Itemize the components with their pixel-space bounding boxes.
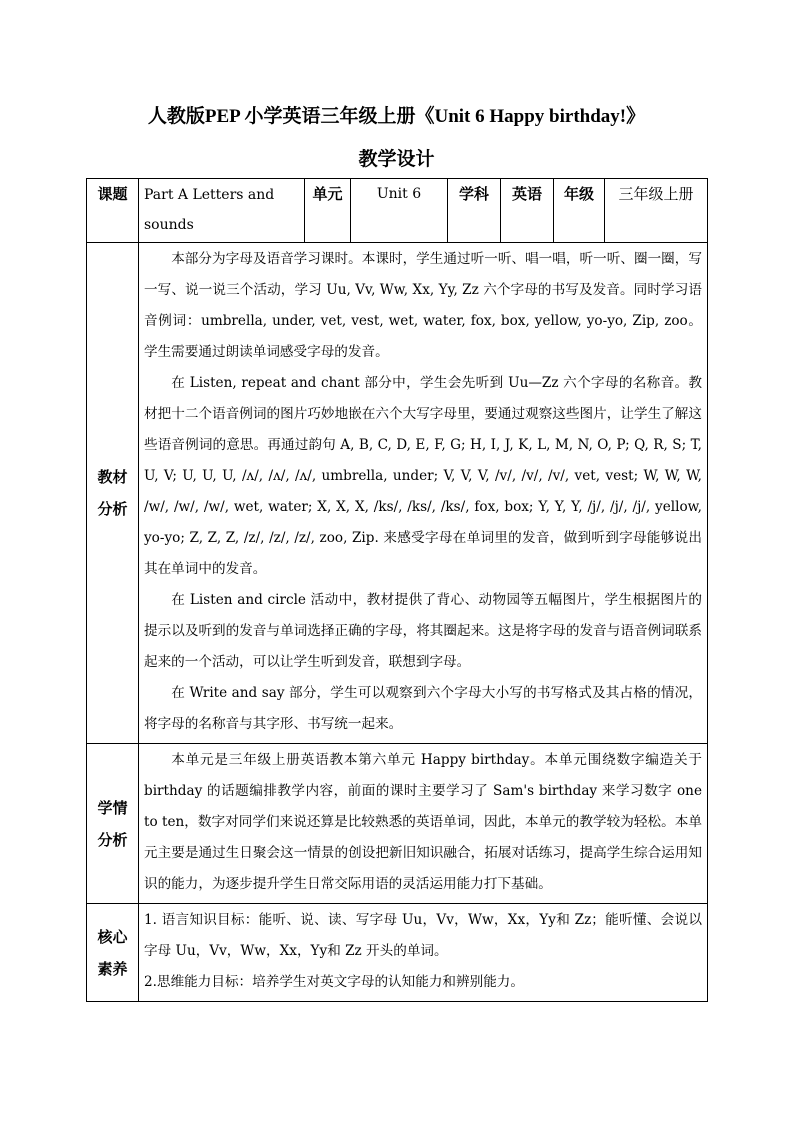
textbook-paragraph: 在 Listen, repeat and chant 部分中，学生会先听到 Uu—Zz 六个字母的名称音。教材把十二个语音例词的图片巧妙地嵌在六个大写字母里，要通过观察这些图片，让学生了解这些语音例词的意思。再通过韵句 A, B, C, D, E, F, G; H, I, J, K, L, M, N, O, P; Q, R, S; T, U, V; U, U, U, /ʌ/, /ʌ/, /ʌ/, umbrella, under; V, V, V, /v/, /v/, /v/, vet, vest; W, W, W, /w/, /w/, /w/, wet, water; X, X, X, /ks/, /ks/, /ks/, fox, box; Y, Y, Y, /j/, /j/, /j/, yellow, yo-yo; Z, Z, Z, /z/, /z/, /z/, zoo, Zip. 来感受字母在单词里的发音，做到听到字母能够说出其在单词中的发音。 <box>144 375 702 577</box>
unit-value: Unit 6 <box>351 179 448 243</box>
subject-label: 学科 <box>448 179 501 243</box>
student-analysis-content <box>139 744 708 904</box>
core-paragraph: 2.思维能力目标：培养学生对英文字母的认知能力和辨别能力。 <box>144 974 524 990</box>
grade-label: 年级 <box>554 179 605 243</box>
document-title: 人教版PEP 小学英语三年级上册《Unit 6 Happy birthday!》 <box>147 106 646 127</box>
subject-value: 英语 <box>501 179 554 243</box>
lesson-plan-table <box>86 178 708 1002</box>
textbook-analysis-content <box>139 243 708 744</box>
student-paragraph: 本单元是三年级上册英语教本第六单元 Happy birthday。本单元围绕数字编造关于 birthday 的话题编排教学内容，前面的课时主要学习了 Sam's birthday 来学习数字 one to ten，数字对同学们来说还算是比较熟悉的英语单词，因此，本单元的教学较为轻松。本单元主要是通过生日聚会这一情景的创设把新旧知识融合，拓展对话练习，提高学生综合运用知识的能力，为逐步提升学生日常交际用语的灵活运用能力打下基础。 <box>144 752 702 892</box>
unit-label: 单元 <box>305 179 351 243</box>
topic-label: 课题 <box>87 179 139 243</box>
textbook-paragraph: 在 Write and say 部分，学生可以观察到六个字母大小写的书写格式及其占格的情况，将字母的名称音与其字形、书写统一起来。 <box>144 685 702 732</box>
core-literacy-row <box>87 904 708 1002</box>
textbook-paragraph: 本部分为字母及语音学习课时。本课时，学生通过听一听、唱一唱，听一听、圈一圈，写一写、说一说三个活动，学习 Uu, Vv, Ww, Xx, Yy, Zz 六个字母的书写及发音。同时学习语音例词：umbrella, under, vet, vest, wet, water, fox, box, yellow, yo-yo, Zip, zoo。学生需要通过朗读单词感受字母的发音。 <box>144 251 702 360</box>
core-paragraph: 1. 语言知识目标：能听、说、读、写字母 Uu，Vv，Ww，Xx，Yy和 Zz；能听懂、会说以字母 Uu，Vv，Ww，Xx，Yy和 Zz 开头的单词。 <box>144 912 702 959</box>
student-analysis-row <box>87 744 708 904</box>
textbook-analysis-row <box>87 243 708 744</box>
core-literacy-label: 核心 素养 <box>87 904 139 1002</box>
core-literacy-content <box>139 904 708 1002</box>
topic-value: Part A Letters and sounds <box>139 179 305 243</box>
document-subtitle: 教学设计 <box>358 148 435 170</box>
textbook-paragraph: 在 Listen and circle 活动中，教材提供了背心、动物园等五幅图片，学生根据图片的提示以及听到的发音与单词选择正确的字母，将其圈起来。这是将字母的发音与语音例词联系起来的一个活动，可以让学生听到发音，联想到字母。 <box>144 592 702 670</box>
header-row <box>87 179 708 243</box>
grade-value: 三年级上册 <box>605 179 708 243</box>
student-analysis-label: 学情 分析 <box>87 744 139 904</box>
textbook-analysis-label: 教材 分析 <box>87 243 139 744</box>
